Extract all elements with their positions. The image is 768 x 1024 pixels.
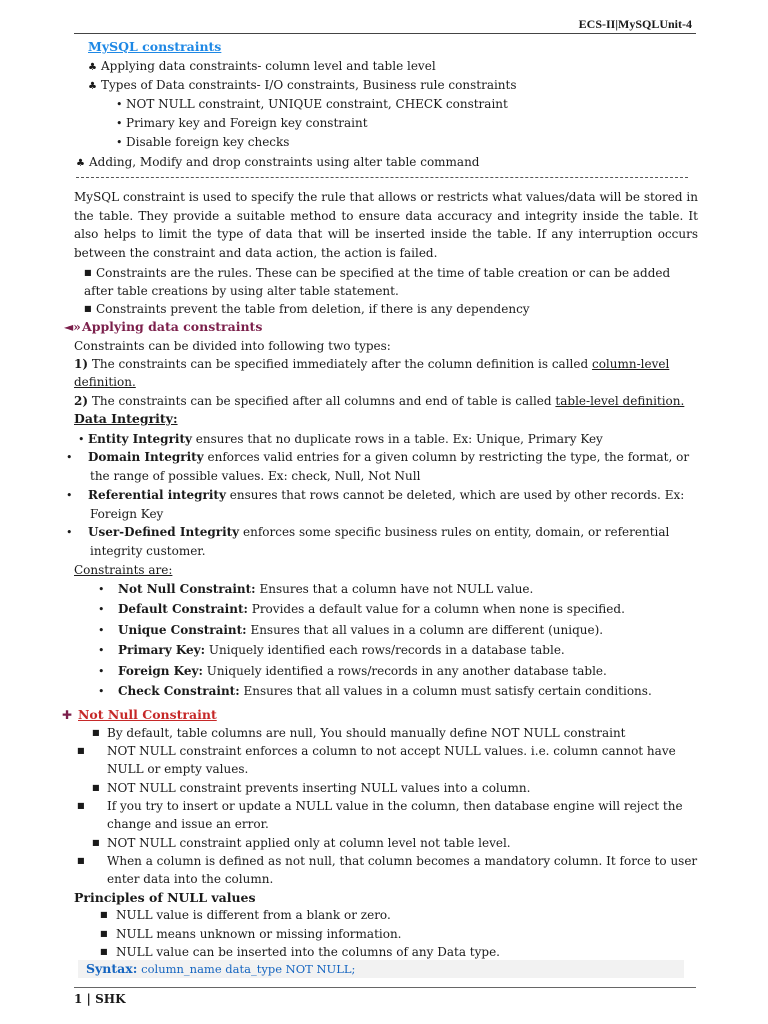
dot-bullet-icon: • xyxy=(98,665,105,678)
square-bullet-icon: ■ xyxy=(77,746,85,755)
dot-bullet-icon: • xyxy=(98,603,105,616)
not-null-item: ■ NOT NULL constraint prevents inserting NULL values into a column. xyxy=(92,781,531,795)
square-bullet-icon: ■ xyxy=(84,304,92,313)
table-level-term: table-level definition. xyxy=(555,394,685,408)
integrity-item: • Entity Integrity ensures that no duplicate rows in a table. Ex: Unique, Primary Key xyxy=(78,430,690,449)
column-level-term: column-level definition. xyxy=(74,357,670,389)
applying-intro: Constraints can be divided into following two types: xyxy=(74,339,391,353)
not-null-item: ■ If you try to insert or update a NULL value in the column, then database engine will reject the change and issue an error. xyxy=(77,799,683,831)
syntax-code: column_name data_type NOT NULL; xyxy=(141,962,356,976)
outline-item: ♣ Adding, Modify and drop constraints using alter table command xyxy=(76,153,480,173)
section-heading-not-null: ✚ Not Null Constraint xyxy=(62,707,217,722)
principle-item: ■ NULL value is different from a blank or zero. xyxy=(100,908,391,922)
dot-bullet-icon: • xyxy=(66,489,73,502)
outline-subitem: • NOT NULL constraint, UNIQUE constraint, CHECK constraint xyxy=(116,95,508,114)
club-bullet-icon: ♣ xyxy=(76,158,85,169)
outline-subitem: • Primary key and Foreign key constraint xyxy=(116,114,368,133)
square-bullet-icon: ■ xyxy=(100,947,108,956)
intro-paragraph: MySQL constraint is used to specify the rule that allows or restricts what values/data will be stored in the table. They provide a suitable method to ensure data accuracy and integrity inside the table. It also helps to limit the type of data that will be inserted inside the table. If any interruption occurs between the constraint and data action, the action is failed. xyxy=(74,190,698,260)
not-null-item: ■ NOT NULL constraint applied only at column level not table level. xyxy=(92,836,511,850)
outline-item: ♣ Types of Data constraints- I/O constraints, Business rule constraints xyxy=(88,76,517,96)
page-header-title: ECS-II|MySQLUnit-4 xyxy=(578,17,692,31)
not-null-item: ■ NOT NULL constraint enforces a column to not accept NULL values. i.e. column cannot have NULL or empty values. xyxy=(77,744,676,776)
diamond-plus-icon: ✚ xyxy=(62,708,73,722)
constraint-type-item: • Unique Constraint: Ensures that all values in a column are different (unique). xyxy=(98,621,698,640)
square-bullet-icon: ■ xyxy=(77,856,85,865)
page-footer: 1 | SHK xyxy=(74,992,126,1006)
constraint-type-item: • Primary Key: Uniquely identified each rows/records in a database table. xyxy=(98,641,698,660)
principles-heading: Principles of NULL values xyxy=(74,890,256,905)
square-bullet-icon: ■ xyxy=(100,929,108,938)
not-null-item: ■ By default, table columns are null, You should manually define NOT NULL constraint xyxy=(92,726,626,740)
dashed-separator xyxy=(76,177,688,178)
constraint-type-item: • Check Constraint: Ensures that all values in a column must satisfy certain conditions. xyxy=(98,682,698,701)
intro-bullet: ■ Constraints prevent the table from deletion, if there is any dependency xyxy=(84,302,530,316)
square-bullet-icon: ■ xyxy=(100,910,108,919)
intro-bullet: ■ Constraints are the rules. These can be specified at the time of table creation or can be added after table creations by using alter table statement. xyxy=(84,266,671,298)
syntax-line xyxy=(86,960,355,978)
syntax-label: Syntax: xyxy=(86,961,138,976)
club-bullet-icon: ♣ xyxy=(88,62,97,73)
club-bullet-icon: ♣ xyxy=(88,81,97,92)
dot-bullet-icon: • xyxy=(116,136,123,149)
dot-bullet-icon: • xyxy=(98,583,105,596)
dot-bullet-icon: • xyxy=(66,526,73,539)
dot-bullet-icon: • xyxy=(98,685,105,698)
footer-rule xyxy=(74,987,696,988)
square-bullet-icon: ■ xyxy=(92,728,100,737)
dot-bullet-icon: • xyxy=(78,433,85,446)
dot-bullet-icon: • xyxy=(98,644,105,657)
principle-item: ■ NULL value can be inserted into the columns of any Data type. xyxy=(100,945,500,959)
outline-item: ♣ Applying data constraints- column level and table level xyxy=(88,57,436,77)
dot-bullet-icon: • xyxy=(66,451,73,464)
header-rule xyxy=(74,33,696,34)
dot-bullet-icon: • xyxy=(116,98,123,111)
square-bullet-icon: ■ xyxy=(92,783,100,792)
title-link[interactable]: MySQL constraints xyxy=(88,39,222,54)
integrity-item: • Referential integrity ensures that rows cannot be deleted, which are used by other records. Ex: Foreign Key xyxy=(66,488,685,521)
constraint-type-item: • Default Constraint: Provides a default value for a column when none is specified. xyxy=(98,600,698,619)
integrity-item: • Domain Integrity enforces valid entries for a given column by restricting the type, the format, or the range of possible values. Ex: check, Null, Not Null xyxy=(66,450,690,483)
dot-bullet-icon: • xyxy=(98,624,105,637)
applying-item-2: 2) The constraints can be specified after all columns and end of table is called table-level definition. xyxy=(74,394,685,408)
square-bullet-icon: ■ xyxy=(84,268,92,277)
data-integrity-heading: Data Integrity: xyxy=(74,411,178,426)
dot-bullet-icon: • xyxy=(116,117,123,130)
section-heading-applying: ◄»Applying data constraints xyxy=(64,319,263,334)
integrity-item: • User-Defined Integrity enforces some specific business rules on entity, domain, or referential integrity customer. xyxy=(66,525,670,558)
square-bullet-icon: ■ xyxy=(77,801,85,810)
speaker-icon: ◄» xyxy=(64,320,81,334)
not-null-item: ■ When a column is defined as not null, that column becomes a mandatory column. It force to user enter data into the column. xyxy=(77,854,698,886)
constraint-type-item: • Not Null Constraint: Ensures that a column have not NULL value. xyxy=(98,580,698,599)
applying-item-1: 1) The constraints can be specified immediately after the column definition is called column-level definition. xyxy=(74,357,670,389)
square-bullet-icon: ■ xyxy=(92,838,100,847)
principle-item: ■ NULL means unknown or missing information. xyxy=(100,927,402,941)
constraints-are-heading: Constraints are: xyxy=(74,563,173,577)
outline-subitem: • Disable foreign key checks xyxy=(116,133,289,152)
constraint-type-item: • Foreign Key: Uniquely identified a rows/records in any another database table. xyxy=(98,662,698,681)
document-title[interactable] xyxy=(88,38,221,56)
